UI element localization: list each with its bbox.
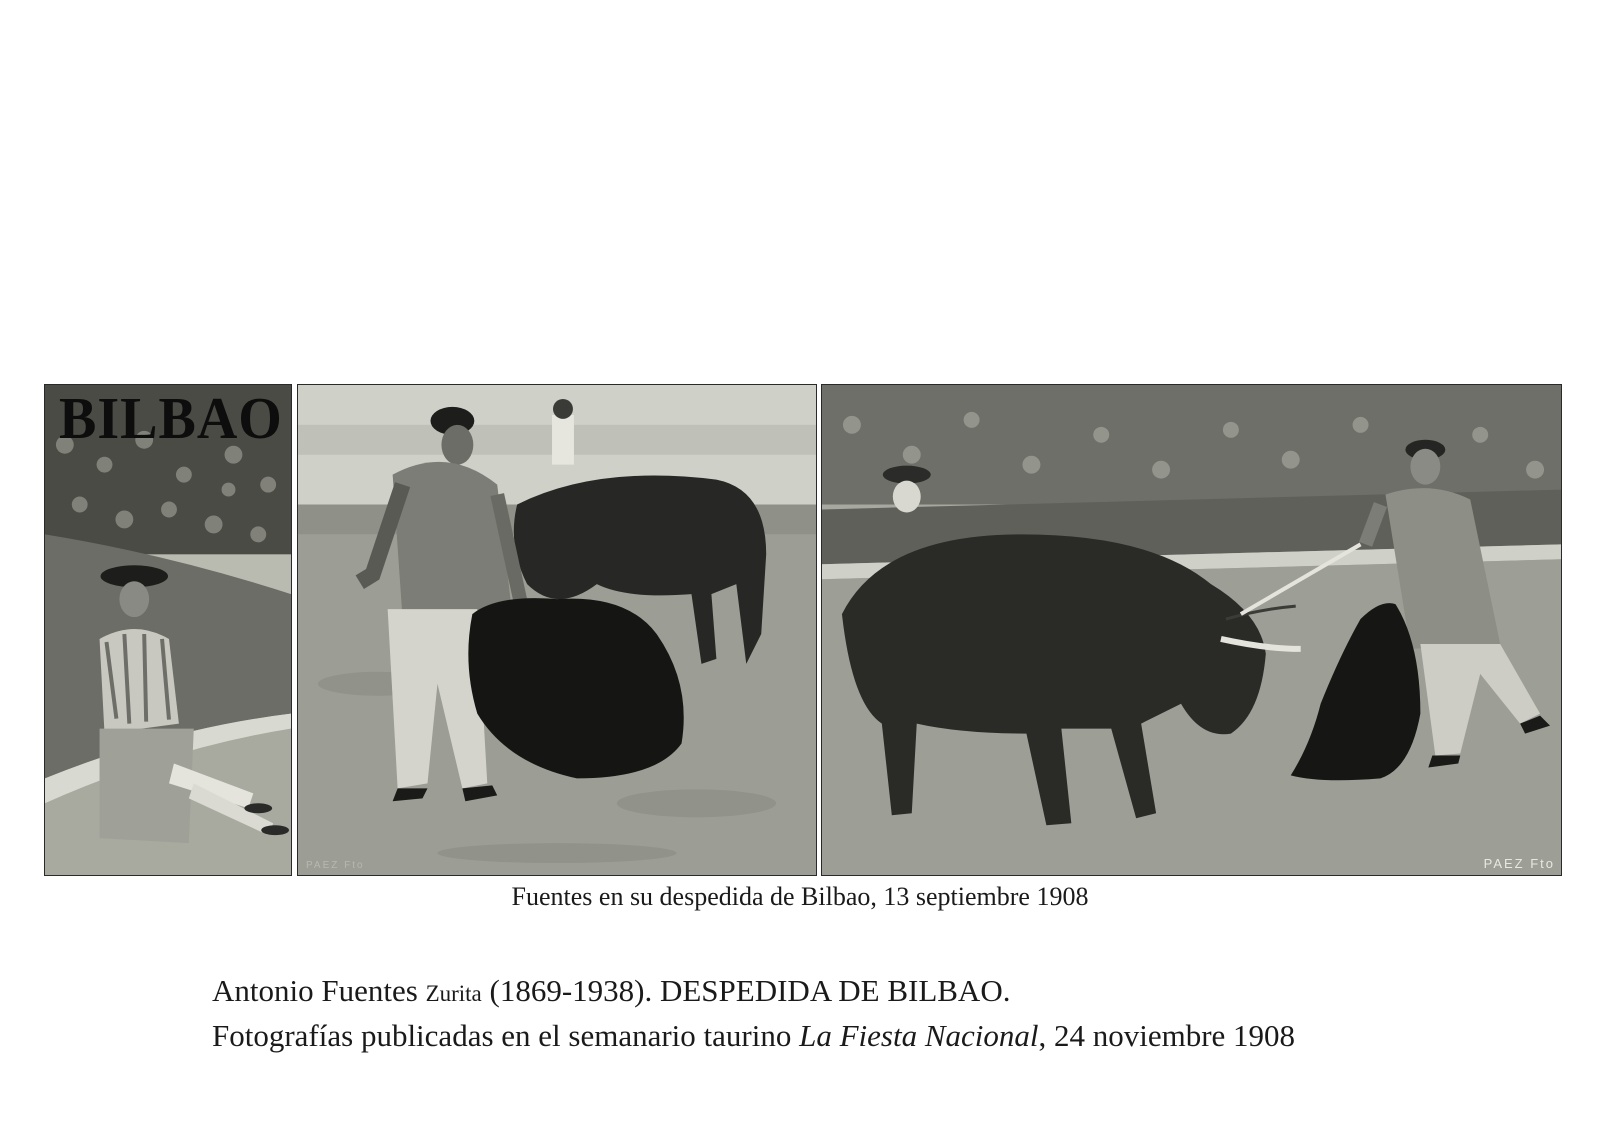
credit-surname: Zurita xyxy=(425,981,482,1006)
credit-date: , 24 noviembre 1908 xyxy=(1038,1018,1296,1053)
credit-line-2 xyxy=(212,1015,1295,1057)
photo-muleta-pass xyxy=(821,384,1562,876)
photo-matador-seated xyxy=(44,384,292,876)
credit-years-title: (1869-1938). DESPEDIDA DE BILBAO. xyxy=(489,973,1011,1008)
credit-publication-title: La Fiesta Nacional xyxy=(799,1018,1039,1053)
credit-line-1 xyxy=(212,970,1295,1015)
photo-matador-seated-image xyxy=(45,385,291,875)
photo-title-bilbao: BILBAO xyxy=(59,386,283,452)
photo-muleta-pass-image xyxy=(822,385,1561,875)
credit-block xyxy=(212,970,1295,1057)
photo-credit-paez: PAEZ Fto xyxy=(306,860,365,871)
photo-cape-pass-image xyxy=(298,385,816,875)
photo-credit-paez: PAEZ Fto xyxy=(1483,856,1555,871)
photo-caption: Fuentes en su despedida de Bilbao, 13 septiembre 1908 xyxy=(511,882,1089,911)
credit-name: Antonio Fuentes xyxy=(212,973,418,1008)
credit-published-text: Fotografías publicadas en el semanario taurino xyxy=(212,1018,792,1053)
photo-cape-pass xyxy=(297,384,817,876)
